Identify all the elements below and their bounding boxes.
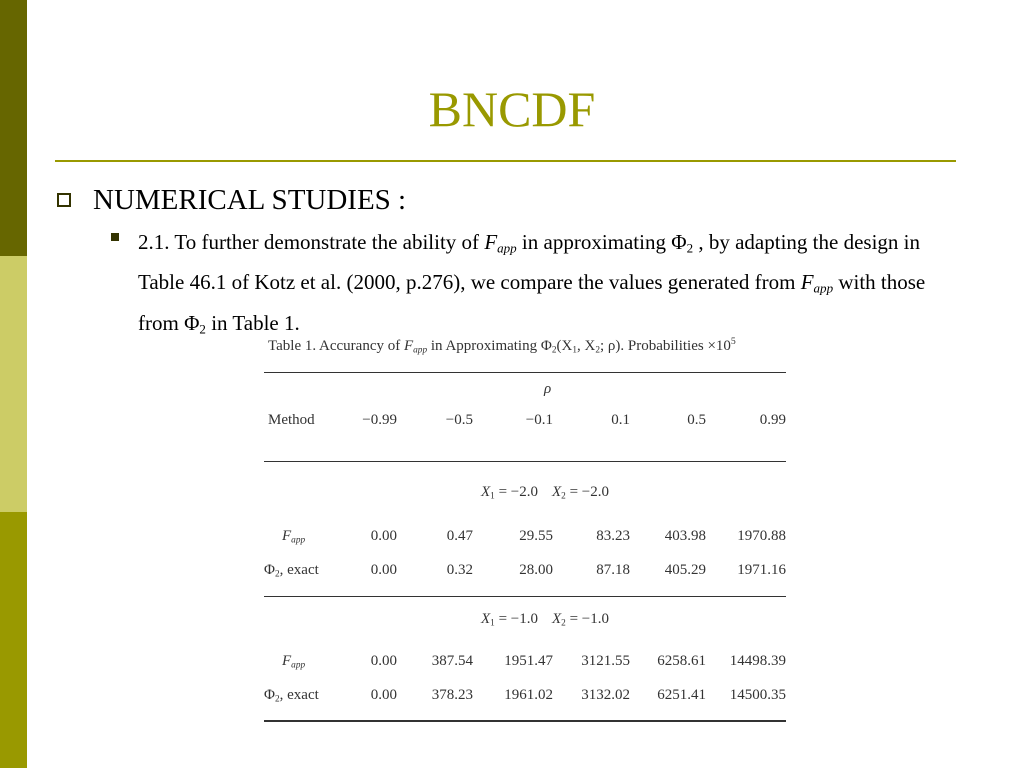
column-header: 0.5 [687, 412, 706, 428]
table-cell: 1970.88 [737, 528, 786, 544]
rho-header: ρ [544, 381, 552, 397]
table-cell: 87.18 [596, 562, 630, 578]
table-cell: 0.00 [370, 653, 397, 669]
caption-f-app: $F_{app}$ [403, 338, 428, 356]
table-top-rule [264, 372, 786, 373]
phi-sub: 2 [686, 240, 694, 256]
row-label: $F_{app}$ [282, 653, 306, 671]
table-caption: Table 1. Accurancy of $F_{app}$ in Approximating $\Phi_2(X_1$, $X_2$; ρ). Probabilities $\times 10^5$ [268, 336, 736, 356]
side-bar-bottom [0, 512, 27, 768]
table-cell: 29.55 [519, 528, 553, 544]
table-bottom-rule [264, 720, 786, 722]
group-label: $X_1 = -2.0$ $X_2 = -2.0$ [481, 484, 609, 502]
table-header-rule [264, 461, 786, 462]
title-rule [55, 160, 956, 162]
table-cell: 1951.47 [504, 653, 553, 669]
column-header: −0.1 [525, 412, 553, 428]
table-cell: 405.29 [664, 562, 706, 578]
bullet-paragraph [138, 225, 948, 346]
side-bar-middle [0, 256, 27, 512]
table-cell: 1971.16 [737, 562, 786, 578]
column-header: −0.99 [362, 412, 397, 428]
table-cell: 0.32 [446, 562, 473, 578]
slide-title: BNCDF [428, 81, 596, 137]
group-label: $X_1 = -1.0$ $X_2 = -1.0$ [481, 611, 609, 629]
table-cell: 14498.39 [729, 653, 786, 669]
para-text-5: in Table 1. [205, 310, 300, 335]
para-text-2: in approximating Φ [516, 230, 687, 254]
hollow-square-bullet-icon [57, 193, 71, 207]
column-header: 0.1 [611, 412, 630, 428]
table-cell: 83.23 [596, 528, 630, 544]
f-app-symbol-2: $F_{app}$ [800, 270, 834, 296]
para-text-4: with those from Φ [138, 270, 926, 335]
table-cell: 14500.35 [729, 687, 786, 703]
filled-square-bullet-icon [111, 233, 119, 241]
table-cell: 3132.02 [581, 687, 630, 703]
table-cell: 378.23 [431, 687, 473, 703]
table-mid-rule [264, 596, 786, 597]
table-cell: 1961.02 [504, 687, 553, 703]
row-label: $\Phi_2$, exact [264, 687, 319, 705]
row-label: $F_{app}$ [282, 528, 306, 546]
table-cell: 3121.55 [581, 653, 630, 669]
table-cell: 0.00 [370, 528, 397, 544]
table-cell: 6251.41 [657, 687, 706, 703]
table-cell: 403.98 [664, 528, 706, 544]
table-cell: 387.54 [431, 653, 473, 669]
row-label: $\Phi_2$, exact [264, 562, 319, 580]
phi-sub-2: 2 [199, 320, 206, 336]
para-text-3: , by adapting the design in Table 46.1 of Kotz et al. (2000, p.276), we compare the values generated from [138, 230, 920, 295]
method-header: Method [268, 412, 315, 428]
table-cell: 0.00 [370, 562, 397, 578]
column-header: 0.99 [759, 412, 786, 428]
column-header: −0.5 [445, 412, 473, 428]
table-cell: 28.00 [519, 562, 553, 578]
para-text-1: 2.1. To further demonstrate the ability of [138, 230, 485, 254]
table-cell: 0.00 [370, 687, 397, 703]
f-app-symbol: $F_{app}$ [484, 230, 517, 256]
table-cell: 6258.61 [657, 653, 706, 669]
bullet-heading: NUMERICAL STUDIES : [93, 184, 407, 216]
table-cell: 0.47 [446, 528, 473, 544]
